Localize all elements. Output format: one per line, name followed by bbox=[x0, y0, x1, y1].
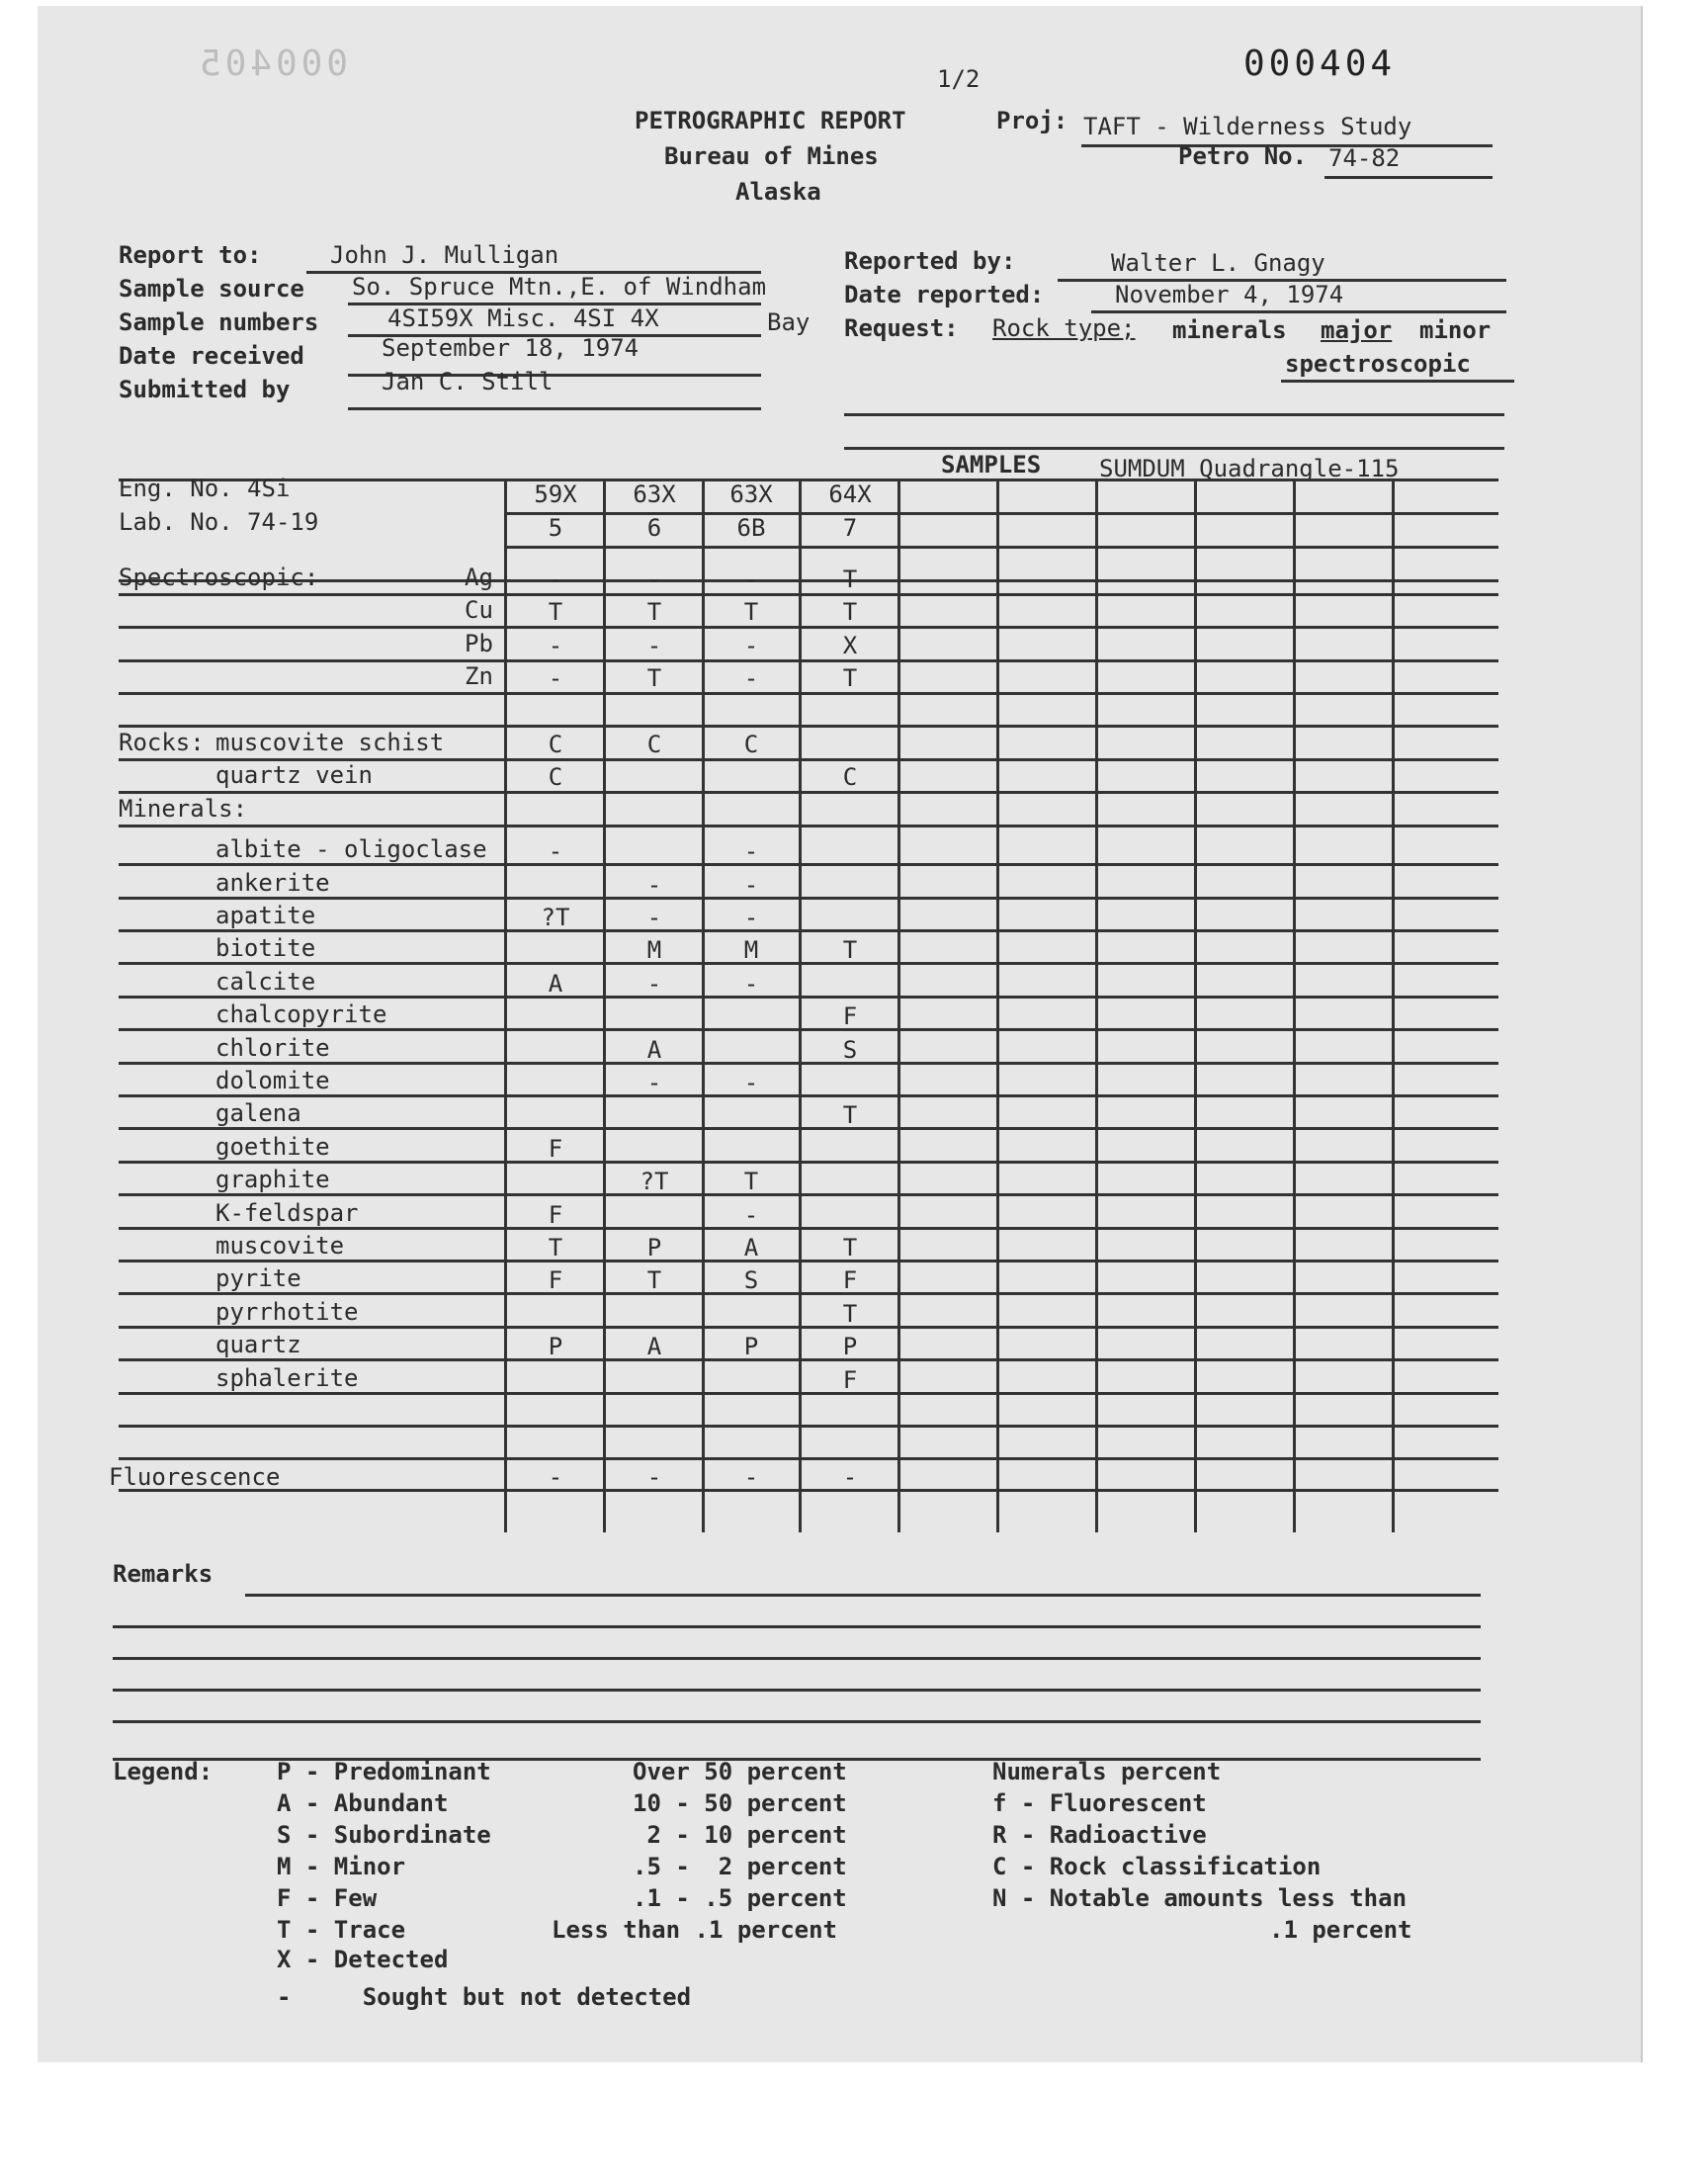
table-cell: ?T bbox=[640, 1168, 669, 1195]
proj-value: TAFT - Wilderness Study bbox=[1083, 113, 1412, 140]
legend-note: R - Radioactive bbox=[992, 1821, 1207, 1849]
table-cell: - bbox=[548, 566, 563, 593]
row-rule bbox=[119, 1094, 1498, 1097]
petro-underline bbox=[1324, 176, 1493, 179]
request-underline bbox=[1281, 380, 1514, 383]
rock-name: quartz vein bbox=[215, 761, 373, 789]
mineral-name: pyrite bbox=[215, 1264, 301, 1292]
eng-number: 59X bbox=[534, 480, 577, 508]
table-cell: S bbox=[743, 1266, 759, 1294]
mineral-name: graphite bbox=[215, 1166, 330, 1193]
mineral-name: chalcopyrite bbox=[215, 1000, 387, 1028]
table-cell: A bbox=[646, 1333, 662, 1360]
col-line bbox=[603, 480, 606, 1532]
reported-by-value: Walter L. Gnagy bbox=[1111, 249, 1325, 277]
legend-range: .5 - 2 percent bbox=[633, 1853, 847, 1880]
mineral-name: goethite bbox=[215, 1133, 330, 1161]
request-spectroscopic: spectroscopic bbox=[1285, 350, 1471, 378]
table-cell: - bbox=[743, 837, 759, 865]
legend-item: A - Abundant bbox=[277, 1789, 449, 1817]
table-cell: C bbox=[842, 763, 858, 791]
legend-item: P - Predominant bbox=[277, 1758, 491, 1785]
date-received-label: Date received bbox=[119, 342, 304, 370]
legend-item: F - Few bbox=[277, 1884, 378, 1912]
table-cell: - bbox=[743, 632, 759, 659]
report-to-value: John J. Mulligan bbox=[330, 241, 559, 269]
mineral-name: albite - oligoclase bbox=[215, 835, 487, 863]
table-cell: - bbox=[842, 1463, 858, 1491]
element-symbol: Pb bbox=[465, 630, 493, 657]
row-rule bbox=[119, 791, 1498, 794]
table-cell: - bbox=[646, 1069, 662, 1096]
row-rule bbox=[119, 1457, 1498, 1460]
samples-heading: SAMPLES bbox=[941, 451, 1042, 478]
table-cell: T bbox=[646, 664, 662, 692]
row-rule bbox=[119, 725, 1498, 728]
element-symbol: Cu bbox=[465, 596, 493, 624]
row-rule bbox=[119, 929, 1498, 932]
table-cell: F bbox=[842, 1266, 858, 1294]
table-cell: F bbox=[548, 1266, 563, 1294]
mineral-name: K-feldspar bbox=[215, 1199, 359, 1227]
col-line bbox=[1194, 480, 1197, 1532]
table-cell: T bbox=[743, 598, 759, 626]
lab-number: 7 bbox=[842, 514, 858, 542]
table-cell: F bbox=[548, 1135, 563, 1163]
row-rule bbox=[119, 1193, 1498, 1196]
legend-item: T - Trace bbox=[277, 1916, 406, 1944]
table-cell: T bbox=[646, 598, 662, 626]
agency-name: Bureau of Mines bbox=[664, 142, 879, 170]
col-line bbox=[1392, 480, 1395, 1532]
mineral-name: muscovite bbox=[215, 1232, 345, 1260]
proj-label: Proj: bbox=[996, 107, 1068, 134]
table-cell: T bbox=[548, 598, 563, 626]
table-cell: M bbox=[646, 936, 662, 964]
table-cell: T bbox=[842, 936, 858, 964]
table-cell: - bbox=[743, 871, 759, 899]
petro-label: Petro No. bbox=[1178, 142, 1308, 170]
table-cell: P bbox=[842, 1333, 858, 1360]
col-line bbox=[1293, 480, 1296, 1532]
row-rule bbox=[119, 1028, 1498, 1031]
blank-line-2 bbox=[844, 447, 1504, 450]
blank-line-1 bbox=[844, 413, 1504, 416]
table-cell: - bbox=[646, 566, 662, 593]
table-cell: - bbox=[646, 632, 662, 659]
table-cell: - bbox=[743, 1201, 759, 1229]
legend-note: Numerals percent bbox=[992, 1758, 1222, 1785]
table-cell: - bbox=[548, 632, 563, 659]
table-cell: - bbox=[548, 1463, 563, 1491]
page-number: 1/2 bbox=[937, 65, 981, 93]
table-cell: P bbox=[548, 1333, 563, 1360]
row-rule bbox=[119, 692, 1498, 695]
table-cell: P bbox=[646, 1234, 662, 1262]
eng-number: 64X bbox=[828, 480, 872, 508]
legend-item: X - Detected bbox=[277, 1946, 449, 1973]
table-cell: - bbox=[743, 1069, 759, 1096]
petro-value: 74-82 bbox=[1328, 144, 1401, 172]
table-cell: T bbox=[842, 1101, 858, 1129]
table-cell: F bbox=[842, 1002, 858, 1030]
fluorescence-label: Fluorescence bbox=[109, 1463, 281, 1491]
legend-note: .1 percent bbox=[1269, 1916, 1412, 1944]
table-cell: C bbox=[646, 731, 662, 758]
mineral-name: apatite bbox=[215, 902, 316, 929]
col-line bbox=[799, 480, 802, 1532]
date-reported-underline bbox=[1091, 310, 1506, 313]
mirrored-doc-number: 000405 bbox=[196, 44, 349, 84]
row-rule bbox=[119, 1062, 1498, 1065]
mineral-name: pyrrhotite bbox=[215, 1298, 359, 1326]
legend-label: Legend: bbox=[113, 1758, 214, 1785]
spectroscopic-label: Spectroscopic: bbox=[119, 564, 319, 591]
legend-item: S - Subordinate bbox=[277, 1821, 491, 1849]
row-rule bbox=[119, 626, 1498, 629]
remarks-line bbox=[113, 1720, 1481, 1723]
table-cell: T bbox=[842, 664, 858, 692]
mineral-name: quartz bbox=[215, 1331, 301, 1358]
sample-numbers-value: 4SI59X Misc. 4SI 4X bbox=[387, 304, 659, 332]
eng-number: 63X bbox=[633, 480, 676, 508]
remarks-line bbox=[113, 1625, 1481, 1628]
date-reported-label: Date reported: bbox=[844, 281, 1045, 308]
quadrangle-heading: SUMDUM Quadrangle-115 bbox=[1099, 455, 1400, 482]
legend-range: 10 - 50 percent bbox=[633, 1789, 847, 1817]
row-rule bbox=[119, 962, 1498, 965]
table-cell: - bbox=[646, 970, 662, 998]
element-symbol: Ag bbox=[465, 564, 493, 591]
table-cell: A bbox=[743, 1234, 759, 1262]
rocks-label: Rocks: bbox=[119, 729, 205, 756]
report-to-label: Report to: bbox=[119, 241, 262, 269]
region-name: Alaska bbox=[735, 178, 821, 206]
row-rule bbox=[119, 863, 1498, 866]
row-rule bbox=[119, 1358, 1498, 1361]
mineral-name: biotite bbox=[215, 934, 316, 962]
row-rule bbox=[119, 1392, 1498, 1395]
mineral-name: ankerite bbox=[215, 869, 330, 897]
report-title: PETROGRAPHIC REPORT bbox=[635, 107, 906, 134]
table-cell: F bbox=[548, 1201, 563, 1229]
row-rule bbox=[119, 1127, 1498, 1130]
legend-note: C - Rock classification bbox=[992, 1853, 1322, 1880]
minerals-label: Minerals: bbox=[119, 795, 248, 823]
remarks-line bbox=[113, 1689, 1481, 1692]
legend-note: N - Notable amounts less than bbox=[992, 1884, 1408, 1912]
table-cell: A bbox=[646, 1036, 662, 1064]
legend-range: Over 50 percent bbox=[633, 1758, 847, 1785]
row-rule bbox=[119, 1425, 1498, 1428]
table-cell: S bbox=[842, 1036, 858, 1064]
lab-number: 6 bbox=[646, 514, 662, 542]
submitted-by-value: Jan C. Still bbox=[382, 368, 554, 395]
row-rule bbox=[119, 1260, 1498, 1262]
table-cell: - bbox=[743, 970, 759, 998]
legend-note: f - Fluorescent bbox=[992, 1789, 1207, 1817]
remarks-label: Remarks bbox=[113, 1560, 214, 1588]
submitted-by-label: Submitted by bbox=[119, 376, 291, 403]
table-cell: C bbox=[548, 731, 563, 758]
legend-range: Less than .1 percent bbox=[552, 1916, 837, 1944]
request-label: Request: bbox=[844, 314, 959, 342]
row-rule bbox=[119, 825, 1498, 827]
legend-range: .1 - .5 percent bbox=[633, 1884, 847, 1912]
table-cell: - bbox=[548, 664, 563, 692]
mineral-name: chlorite bbox=[215, 1034, 330, 1062]
request-rock-type: Rock type; bbox=[992, 314, 1136, 342]
table-cell: T bbox=[743, 1168, 759, 1195]
row-rule bbox=[119, 1227, 1498, 1230]
date-received-value: September 18, 1974 bbox=[382, 334, 640, 362]
col-line bbox=[504, 480, 507, 1532]
legend-item: M - Minor bbox=[277, 1853, 406, 1880]
lab-number: 6B bbox=[736, 514, 766, 542]
eng-number: 63X bbox=[729, 480, 773, 508]
table-cell: - bbox=[646, 1463, 662, 1491]
table-cell: P bbox=[743, 1333, 759, 1360]
row-rule bbox=[119, 659, 1498, 662]
legend-range: 2 - 10 percent bbox=[633, 1821, 847, 1849]
table-cell: T bbox=[548, 1234, 563, 1262]
sample-numbers-label: Sample numbers bbox=[119, 308, 319, 336]
table-cell: M bbox=[743, 936, 759, 964]
row-rule bbox=[119, 1161, 1498, 1164]
table-cell: - bbox=[743, 664, 759, 692]
sample-source-value: So. Spruce Mtn.,E. of Windham bbox=[352, 273, 767, 301]
mineral-name: dolomite bbox=[215, 1067, 330, 1094]
table-cell: - bbox=[743, 566, 759, 593]
table-cell: A bbox=[548, 970, 563, 998]
table-cell: - bbox=[646, 904, 662, 931]
mineral-name: galena bbox=[215, 1099, 301, 1127]
table-cell: T bbox=[842, 1234, 858, 1262]
table-cell: T bbox=[842, 566, 858, 593]
request-minor: minor bbox=[1419, 316, 1492, 344]
table-cell: ?T bbox=[541, 904, 570, 931]
legend-sought: - Sought but not detected bbox=[277, 1983, 692, 2011]
table-cell: - bbox=[743, 1463, 759, 1491]
table-cell: C bbox=[743, 731, 759, 758]
lab-number: 5 bbox=[548, 514, 563, 542]
row-rule bbox=[119, 1326, 1498, 1329]
remarks-line bbox=[113, 1657, 1481, 1660]
bay-text: Bay bbox=[767, 308, 811, 336]
table-cell: - bbox=[548, 837, 563, 865]
table-cell: - bbox=[743, 904, 759, 931]
col-line bbox=[1095, 480, 1098, 1532]
mineral-name: calcite bbox=[215, 968, 316, 996]
table-cell: T bbox=[646, 1266, 662, 1294]
reported-by-label: Reported by: bbox=[844, 247, 1016, 275]
sample-source-label: Sample source bbox=[119, 275, 304, 303]
row-rule bbox=[119, 593, 1498, 596]
row-rule bbox=[119, 1489, 1498, 1492]
row-rule bbox=[119, 897, 1498, 900]
col-line bbox=[996, 480, 999, 1532]
lab-no-label: Lab. No. 74-19 bbox=[119, 508, 319, 536]
eng-no-label: Eng. No. 4Si bbox=[119, 475, 291, 502]
table-cell: T bbox=[842, 598, 858, 626]
table-cell: X bbox=[842, 632, 858, 659]
row-rule bbox=[119, 996, 1498, 999]
request-major: major bbox=[1321, 316, 1393, 344]
document-number: 000404 bbox=[1243, 44, 1397, 84]
mineral-name: sphalerite bbox=[215, 1364, 359, 1392]
rock-name: muscovite schist bbox=[215, 729, 445, 756]
element-symbol: Zn bbox=[465, 662, 493, 690]
remarks-line bbox=[245, 1594, 1481, 1597]
request-minerals: minerals bbox=[1172, 316, 1287, 344]
col-line bbox=[897, 480, 900, 1532]
row-rule bbox=[119, 1292, 1498, 1295]
date-reported-value: November 4, 1974 bbox=[1115, 281, 1344, 308]
submitted-by-underline bbox=[348, 407, 761, 410]
table-cell: T bbox=[842, 1300, 858, 1328]
table-cell: - bbox=[646, 871, 662, 899]
table-cell: C bbox=[548, 763, 563, 791]
table-cell: F bbox=[842, 1366, 858, 1394]
lab-row-rule bbox=[504, 546, 1498, 549]
